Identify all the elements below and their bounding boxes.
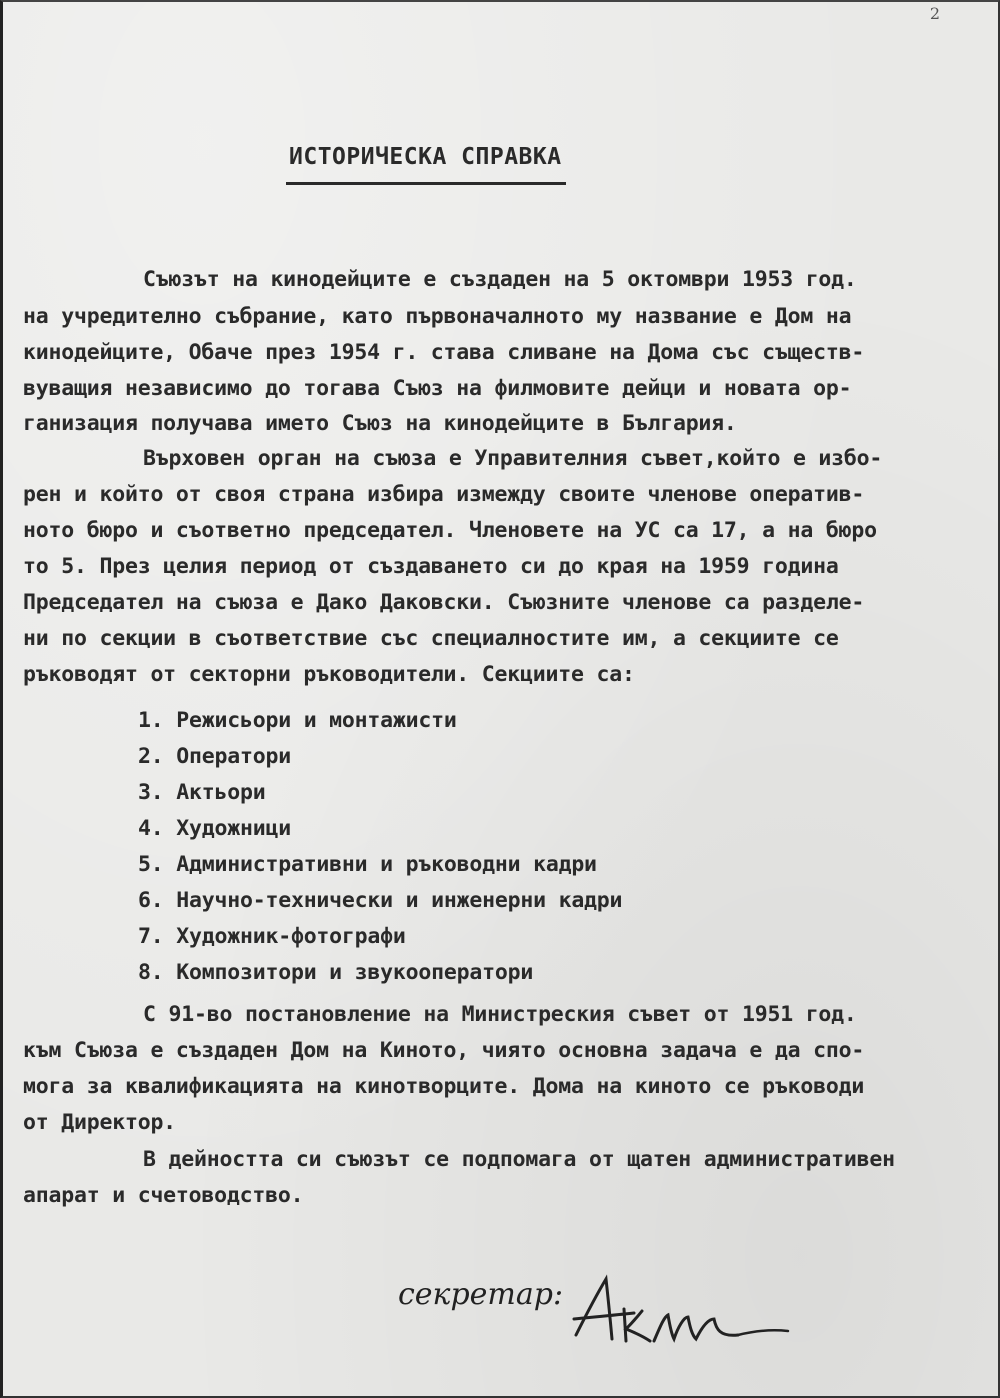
section-list-item xyxy=(138,816,291,841)
section-list-item xyxy=(138,852,597,877)
section-number: 2. xyxy=(138,744,164,769)
section-label: Научно-технически и инженерни кадри xyxy=(176,888,623,913)
section-list-item xyxy=(138,924,406,949)
section-list-item xyxy=(138,744,291,769)
paragraph-1-line: на учредително събрание, като първоначалното му название е Дом на xyxy=(23,304,852,329)
document-title: ИСТОРИЧЕСКА СПРАВКА xyxy=(289,144,562,170)
paragraph-2-line: то 5. През целия период от създаването си до края на 1959 година xyxy=(23,554,839,579)
section-label: Административни и ръководни кадри xyxy=(176,852,597,877)
section-label: Художници xyxy=(176,816,291,841)
paragraph-1-line: вуващия независимо до тогава Съюз на филмовите дейци и новата ор- xyxy=(23,376,852,401)
section-list-item xyxy=(138,888,622,913)
paragraph-2-line: Председател на съюза е Дако Даковски. Съюзните членове са разделе- xyxy=(23,590,865,615)
signature-block xyxy=(398,1257,818,1377)
section-number: 6. xyxy=(138,888,164,913)
paragraph-2-line: рен и който от своя страна избира измежду своите членове оператив- xyxy=(23,482,865,507)
paragraph-3-line: С 91-во постановление на Министреския съвет от 1951 год. xyxy=(143,1002,857,1027)
section-number: 4. xyxy=(138,816,164,841)
section-number: 1. xyxy=(138,708,164,733)
section-label: Художник-фотографи xyxy=(176,924,406,949)
signature-label: секретар: xyxy=(398,1277,564,1312)
paragraph-2-line: ни по секции в съответствие със специалностите им, а секциите се xyxy=(23,626,839,651)
section-label: Актьори xyxy=(176,780,266,805)
section-list-item xyxy=(138,708,457,733)
section-list-item xyxy=(138,960,533,985)
handwritten-signature xyxy=(398,1257,818,1377)
section-label: Композитори и звукооператори xyxy=(176,960,534,985)
paragraph-2-line: ръководят от секторни ръководители. Секциите са: xyxy=(23,662,635,687)
paragraph-4-line: В дейността си съюзът се подпомага от щатен административен xyxy=(143,1147,895,1172)
page-number-mark: 2 xyxy=(929,4,940,23)
section-label: Режисьори и монтажисти xyxy=(176,708,457,733)
paragraph-1-line: кинодейците, Обаче през 1954 г. става сливане на Дома със съществ- xyxy=(23,340,865,365)
paragraph-3-line: към Съюза е създаден Дом на Киното, чиято основна задача е да спо- xyxy=(23,1038,865,1063)
paragraph-1-line: ганизация получава името Съюз на кинодейците в България. xyxy=(23,411,737,436)
section-number: 8. xyxy=(138,960,164,985)
paragraph-4-line: апарат и счетоводство. xyxy=(23,1183,304,1208)
paragraph-1-line: Съюзът на кинодейците е създаден на 5 октомври 1953 год. xyxy=(143,267,857,292)
paragraph-2-line: ното бюро и съответно председател. Членовете на УС са 17, а на бюро xyxy=(23,518,877,543)
paragraph-3-line: от Директор. xyxy=(23,1110,176,1135)
section-number: 5. xyxy=(138,852,164,877)
section-number: 7. xyxy=(138,924,164,949)
section-label: Оператори xyxy=(176,744,291,769)
section-number: 3. xyxy=(138,780,164,805)
paragraph-2-line: Върховен орган на съюза е Управителния съвет,който е избо- xyxy=(143,446,883,471)
section-list-item xyxy=(138,780,265,805)
title-underline xyxy=(286,182,566,185)
paragraph-3-line: мога за квалификацията на кинотворците. Дома на киното се ръководи xyxy=(23,1074,865,1099)
